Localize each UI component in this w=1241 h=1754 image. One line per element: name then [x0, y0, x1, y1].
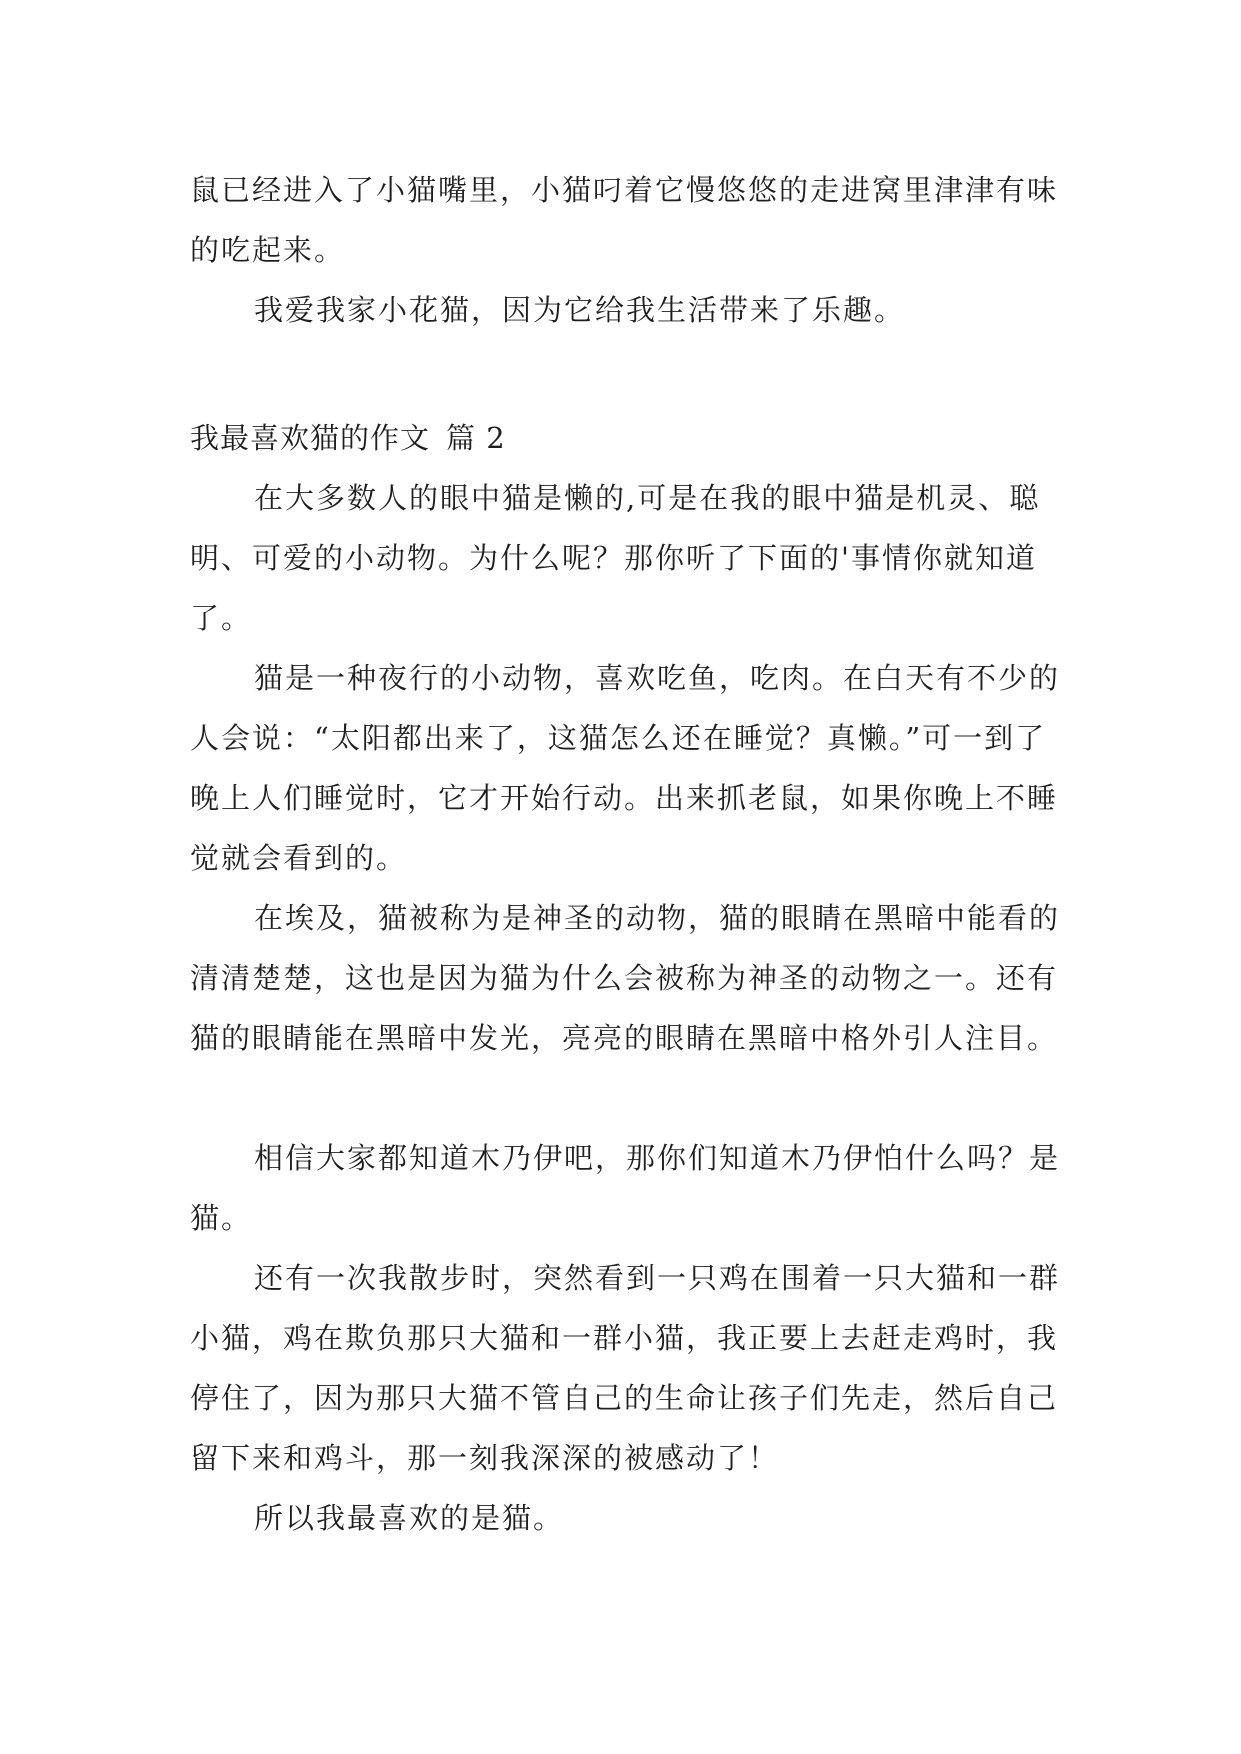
body-paragraph-1: 在大多数人的眼中猫是懒的,可是在我的眼中猫是机灵、聪明、可爱的小动物。为什么呢？那你听了下面的'事情你就知道了。 [190, 481, 1041, 635]
section-label: 篇 2 [446, 421, 506, 455]
body-paragraph-4: 相信大家都知道木乃伊吧，那你们知道木乃伊怕什么吗？是猫。 [190, 1141, 1061, 1235]
section-heading [190, 408, 506, 468]
closing-paragraph: 我爱我家小花猫，因为它给我生活带来了乐趣。 [254, 293, 906, 327]
body-paragraph-3: 在埃及，猫被称为是神圣的动物，猫的眼睛在黑暗中能看的清清楚楚，这也是因为猫为什么会被称为神圣的动物之一。还有猫的眼睛能在黑暗中发光，亮亮的眼睛在黑暗中格外引人注目。 [190, 901, 1061, 1055]
body-paragraph-5: 还有一次我散步时，突然看到一只鸡在围着一只大猫和一群小猫，鸡在欺负那只大猫和一群小猫，我正要上去赶走鸡时，我停住了，因为那只大猫不管自己的生命让孩子们先走，然后自己留下来和鸡斗，那一刻我深深的被感动了！ [190, 1261, 1061, 1475]
body-paragraph-6: 所以我最喜欢的是猫。 [254, 1501, 565, 1535]
body-paragraph-2: 猫是一种夜行的小动物，喜欢吃鱼，吃肉。在白天有不少的人会说：“太阳都出来了，这猫怎么还在睡觉？真懒。”可一到了晚上人们睡觉时，它才开始行动。出来抓老鼠，如果你晚上不睡觉就会看到的。 [190, 661, 1061, 875]
section-title: 我最喜欢猫的作文 [190, 421, 431, 455]
continuation-paragraph: 鼠已经进入了小猫嘴里，小猫叼着它慢悠悠的走进窝里津津有味的吃起来。 [190, 173, 1059, 267]
